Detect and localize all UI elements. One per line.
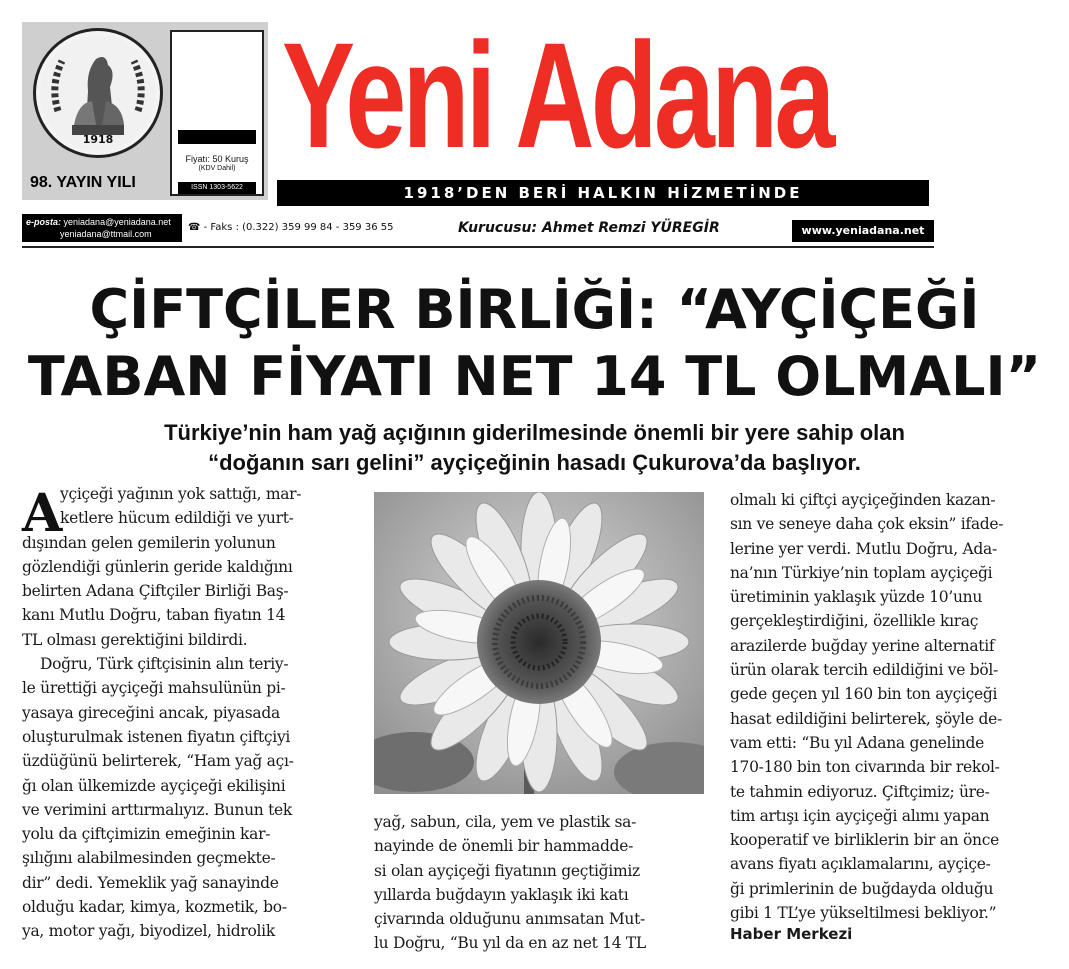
column-line: ya, motor yağı, biyodizel, hidrolik: [22, 922, 275, 941]
column-line: dışından gelen gemilerin yolunun: [22, 533, 276, 552]
email-label: e-posta:: [26, 217, 62, 227]
sunflower-image-icon: [374, 492, 704, 794]
column-line: hasat edildiğini belirterek, şöyle de-: [730, 709, 1002, 728]
column-line: 170-180 bin ton civarında bir rekol-: [730, 758, 1000, 777]
slogan-bar: 1918’DEN BERİ HALKIN HİZMETİNDE: [277, 180, 929, 206]
founder-label: Kurucusu: Ahmet Remzi YÜREGİR: [458, 220, 720, 236]
column-line: si olan ayçiçeği fiyatının geçtiğimiz: [374, 861, 640, 880]
column-line: üzdüğünü belirterek, “Ham yağ açı-: [22, 752, 294, 771]
price-info: [172, 154, 262, 174]
column-line: belirten Adana Çiftçiler Birliği Baş-: [22, 582, 289, 601]
column-line: ürün olarak tercih edildiğini ve böl-: [730, 661, 998, 680]
column-line: ği primlerinin de buğdayda olduğu: [730, 879, 994, 898]
column-line: üretiminin yaklaşık yüzde 10’unu: [730, 588, 983, 607]
sunflower-photo: [374, 492, 704, 794]
column-line: te tahmin ediyoruz. Çiftçimiz; üre-: [730, 782, 990, 801]
price-divider-bar: [178, 130, 256, 144]
column-line: olmalı ki çiftçi ayçiçeğinden kazan-: [730, 491, 996, 509]
column-line: sın ve seneye daha çok eksin” ifade-: [730, 515, 1004, 534]
subheadline-line-1: Türkiye’nin ham yağ açığının giderilmesinde önemli bir yere sahip olan: [164, 420, 905, 445]
column-line: tim artışı için ayçiçeği alımı yapan: [730, 806, 990, 825]
emblem-logo: [33, 28, 163, 158]
article-column-1: [22, 482, 352, 944]
column-line: arazilerde buğday yerine alternatif: [730, 636, 995, 655]
email-primary[interactable]: yeniadana@yeniadana.net: [63, 217, 171, 227]
headline-line-2: TABAN FİYATI NET 14 TL OLMALI”: [27, 345, 1042, 408]
column-line: yağ, sabun, cila, yem ve plastik sa-: [374, 813, 637, 831]
column-line: yçiçeği yağının yok sattığı, mar-: [60, 485, 302, 503]
drop-cap: A: [22, 483, 63, 544]
phone-fax: ☎ - Faks : (0.322) 359 99 84 - 359 36 55: [188, 222, 394, 233]
column-line: çivarında olduğunu anımsatan Mut-: [374, 910, 645, 929]
column-line: dir” dedi. Yemeklik yağ sanayinde: [22, 873, 279, 892]
edition-label: 98. YAYIN YILI: [30, 174, 136, 191]
price-label: Fiyatı: 50 Kuruş: [185, 154, 249, 164]
column-line: yıllarda buğdayın yaklaşık iki katı: [374, 885, 629, 904]
column-line: ve verimini arttırmalıyız. Bunun tek: [22, 800, 292, 819]
column-line: ketlere hücum edildiği ve yurt-: [60, 509, 294, 528]
website-link[interactable]: www.yeniadana.net: [792, 220, 934, 242]
column-line: le ürettiği ayçiçeği mahsulünün pi-: [22, 679, 286, 698]
column-line: oluşturulmak istenen fiyatın çiftçiyi: [22, 727, 291, 746]
column-line: Doğru, Türk çiftçisinin alın teriy-: [40, 655, 289, 674]
headline-line-1: ÇİFTÇİLER BİRLİĞİ: “AYÇİÇEĞİ: [89, 278, 980, 341]
column-line: gözlendiği günlerin geride kaldığını: [22, 557, 293, 576]
column-line: lerine yer verdi. Mutlu Doğru, Ada-: [730, 539, 997, 558]
column-line: TL olması gerektiğini bildirdi.: [22, 630, 248, 649]
price-note: (KDV Dahil): [198, 165, 236, 172]
column-line: kanı Mutlu Doğru, taban fiyatın 14: [22, 606, 286, 625]
column-line: lu Doğru, “Bu yıl da en az net 14 TL: [374, 934, 646, 953]
column-line: avans fiyatı açıklamalarını, ayçiçe-: [730, 855, 991, 874]
column-line: nayinde de önemli bir hammadde-: [374, 837, 634, 856]
masthead-divider: [22, 246, 934, 248]
column-line: vam etti: “Bu yıl Adana genelinde: [730, 733, 985, 752]
column-line: ğı olan ülkemizde ayçiçeği ekilişini: [22, 776, 286, 795]
column-line: gede geçen yıl 160 bin ton ayçiçeği: [730, 685, 998, 704]
column-line: gerçekleştirdiğini, özellikle kıraç: [730, 612, 979, 631]
issn-label: ISSN 1303-5622: [178, 182, 256, 194]
byline: Haber Merkezi: [730, 925, 853, 944]
article-column-2: [374, 810, 704, 956]
subheadline-line-2: “doğanın sarı gelini” ayçiçeğinin hasadı Çukurova’da başlıyor.: [208, 450, 861, 475]
price-box: [170, 30, 264, 196]
email-box: [22, 214, 182, 242]
column-line: şılığını alabilmesinden geçmekte-: [22, 849, 276, 868]
column-line: olduğu kadar, kimya, kozmetik, bo-: [22, 898, 287, 917]
column-line: yolu da çiftçimizin emeğinin kar-: [22, 825, 271, 844]
column-line: kooperatif ve birliklerin bir an önce: [730, 831, 999, 850]
emblem-year: 1918: [82, 133, 114, 146]
column-line: na’nın Türkiye’nin toplam ayçiçeği: [730, 563, 993, 582]
newspaper-title: Yeni Adana: [282, 11, 832, 179]
column-line: gibi 1 TL’ye yükseltilmesi bekliyor.”: [730, 904, 997, 923]
column-line: yasaya gireceğini ancak, piyasada: [22, 703, 280, 722]
email-secondary[interactable]: yeniadana@ttmail.com: [60, 229, 152, 239]
article-column-3: [730, 488, 1060, 943]
contact-bar: [22, 214, 934, 244]
